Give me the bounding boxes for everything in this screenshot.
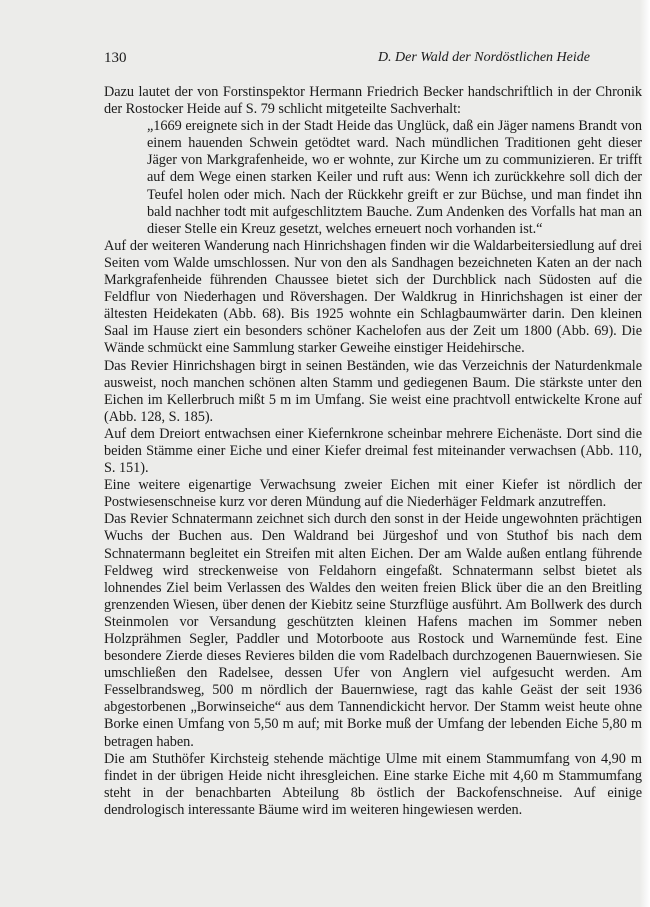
page-number: 130 [104, 50, 127, 66]
paragraph-intro: Dazu lautet der von Forstinspektor Hermann Friedrich Becker handschriftlich in der Chronik der Rostocker Heide auf S. 79 schlicht mitgeteilte Sachverhalt: [104, 84, 642, 118]
paragraph-revier-hinrichshagen: Das Revier Hinrichshagen birgt in seinen Beständen, wie das Verzeichnis der Naturdenkmale ausweist, noch manchen schönen alten Stamm und gediegenen Baum. Die stärkste unter den Eichen im Kellerbruch mißt 5 m im Umfang. Sie weist eine prachtvoll entwickelte Krone auf (Abb. 128, S. 185). [104, 357, 642, 425]
paragraph-verwachsung: Eine weitere eigenartige Verwachsung zweier Eichen mit einer Kiefer ist nördlich der Postwiesenschneise kurz vor deren Mündung auf die Niederhäger Feldmark anzutreffen. [104, 477, 642, 511]
paragraph-hinrichshagen: Auf der weiteren Wanderung nach Hinrichshagen finden wir die Waldarbeitersiedlung auf drei Seiten vom Walde umschlossen. Nur von den als Sandhagen bezeichneten Katen an der nach Markgrafenheide führenden Chaussee bietet sich der Durchblick nach Südosten auf die Feldflur von Niederhagen und Rövershagen. Der Waldkrug in Hinrichshagen ist einer der ältesten Heidekaten (Abb. 68). Bis 1925 wohnte ein Schlagbaumwärter darin. Den kleinen Saal im Hause ziert ein besonders schöner Kachelofen aus der Zeit um 1800 (Abb. 69). Die Wände schmückt eine Sammlung starker Geweihe einstiger Heidehirsche. [104, 237, 642, 357]
page-header [104, 50, 590, 70]
paragraph-ulme: Die am Stuthöfer Kirchsteig stehende mächtige Ulme mit einem Stammumfang von 4,90 m findet in der übrigen Heide nicht ihresgleichen. Eine starke Eiche mit 4,60 m Stammumfang steht in der benachbarten Abteilung 8b östlich der Backofenschneise. Auf einige dendrologisch interessante Bäume wird im weiteren hingewiesen werden. [104, 750, 642, 818]
body-text [104, 84, 642, 819]
paragraph-dreiort: Auf dem Dreiort entwachsen einer Kiefernkrone scheinbar mehrere Eichenäste. Dort sind die beiden Stämme einer Eiche und einer Kiefer dreimal fest miteinander verwachsen (Abb. 110, S. 151). [104, 425, 642, 477]
paragraph-schnatermann: Das Revier Schnatermann zeichnet sich durch den sonst in der Heide ungewohnten prächtigen Wuchs der Buchen aus. Den Waldrand bei Jürgeshof und von Stuthof bis nach dem Schnatermann begleitet ein Streifen mit alten Eichen. Der am Walde außen entlang führende Feldweg wird streckenweise von Feldahorn eingefaßt. Schnatermann selbst bietet als lohnendes Ziel beim Verlassen des Waldes den weiten freien Blick über die an den Breitling grenzenden Wiesen, über denen der Kiebitz seine Sturzflüge ausführt. Am Bollwerk des durch Steinmolen vor Versandung geschützten kleinen Hafens machen im Sommer neben Holzprähmen Segler, Paddler und Motorboote aus Rostock und Warnemünde fest. Eine besondere Zierde dieses Revieres bilden die vom Radelbach durchzogenen Bauernwiesen. Sie umschließen den Radelsee, dessen Ufer von Anglern viel aufgesucht werden. Am Fesselbrandsweg, 500 m nördlich der Bauernwiese, ragt das kahle Geäst der seit 1936 abgestorbenen „Borwinseiche“ aus dem Tannendickicht hervor. Der Stamm weist heute ohne Borke einen Umfang von 5,50 m auf; mit Borke muß der Umfang der lebenden Eiche 5,80 m betragen haben. [104, 511, 642, 750]
chronicle-quote: „1669 ereignete sich in der Stadt Heide das Unglück, daß ein Jäger namens Brandt von einem hauenden Schwein getödtet ward. Nach mündlichen Traditionen geht dieser Jäger von Markgrafenheide, wo er wohnte, zur Kirche um zu communizieren. Er trifft auf dem Wege einen starken Keiler und ruft aus: Wenn ich zurückkehre soll dich der Teufel holen oder mich. Nach der Rückkehr greift er zur Büchse, und man findet ihn bald nachher todt mit aufgeschlitztem Bauche. Zum Andenken des Vorfalls hat man an dieser Stelle ein Kreuz gesetzt, welches erneuert noch vorhanden ist.“ [147, 118, 642, 237]
running-head: D. Der Wald der Nordöstlichen Heide [377, 50, 590, 65]
